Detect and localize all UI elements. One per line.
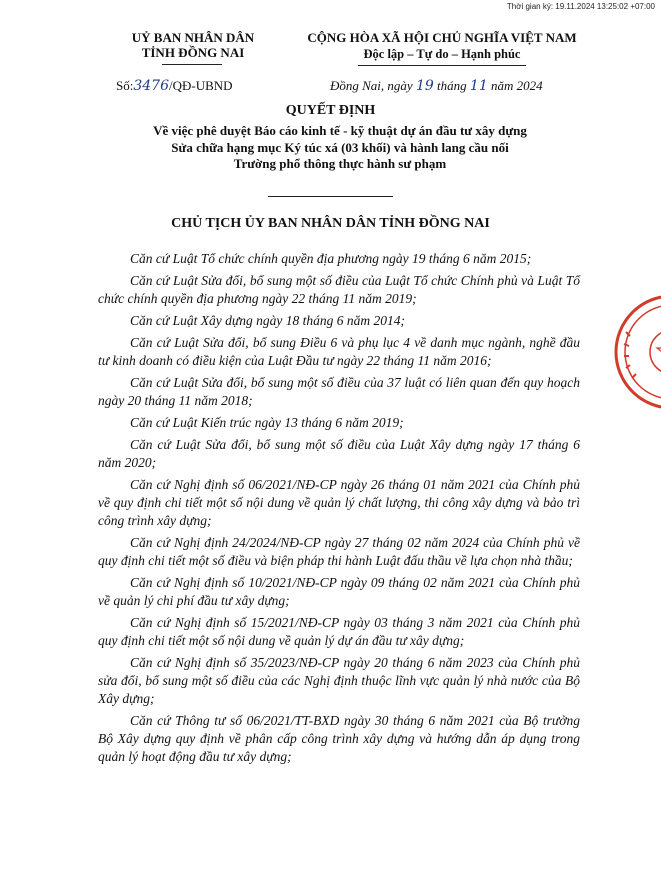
- doc-number-prefix: Số:: [116, 78, 134, 93]
- date-year: năm 2024: [487, 78, 543, 93]
- doc-number-suffix: /QĐ-UBND: [168, 78, 233, 93]
- legal-basis-item: Căn cứ Nghị định số 35/2023/NĐ-CP ngày 20 tháng 6 năm 2023 của Chính phủ sửa đổi, bổ sung một số điều của các Nghị định thuộc lĩnh vực quản lý nhà nước của Bộ Xây dựng;: [98, 655, 580, 706]
- legal-basis-item: Căn cứ Luật Sửa đổi, bổ sung một số điều của Luật Xây dựng ngày 17 tháng 6 năm 2020;: [98, 437, 580, 470]
- date-month-word: tháng: [433, 78, 470, 93]
- date-day-handwritten: 19: [415, 78, 434, 94]
- issue-date: [330, 78, 543, 94]
- legal-basis-item: Căn cứ Thông tư số 06/2021/TT-BXD ngày 30 tháng 6 năm 2021 của Bộ trưởng Bộ Xây dựng quy định về phân cấp công trình xây dựng và hướng dẫn áp dụng trong quản lý hoạt động đầu tư xây dựng;: [98, 713, 580, 764]
- subject-underline: [268, 196, 393, 197]
- digital-signature-timestamp: Thời gian ký: 19.11.2024 13:25:02 +07:00: [506, 2, 655, 11]
- legal-basis-item: Căn cứ Nghị định số 15/2021/NĐ-CP ngày 03 tháng 3 năm 2021 của Chính phủ quy định chi tiết một số nội dung về quản lý dự án đầu tư xây dựng;: [98, 615, 580, 648]
- legal-basis-list: [98, 250, 580, 770]
- nation-line-1: CỘNG HÒA XÃ HỘI CHỦ NGHĨA VIỆT NAM: [307, 30, 577, 45]
- nation-line-2: Độc lập – Tự do – Hạnh phúc: [363, 47, 521, 61]
- authority-heading: CHỦ TỊCH ỦY BAN NHÂN DÂN TỈNH ĐỒNG NAI: [171, 216, 490, 231]
- official-seal-icon: [612, 292, 661, 412]
- date-place: Đồng Nai, ngày: [330, 78, 416, 93]
- subject-line-2: Sửa chữa hạng mục Ký túc xá (03 khối) và hành lang cầu nối: [171, 139, 509, 155]
- legal-basis-item: Căn cứ Luật Sửa đổi, bổ sung một số điều của 37 luật có liên quan đến quy hoạch ngày 20 tháng 11 năm 2018;: [98, 375, 580, 408]
- legal-basis-item: Căn cứ Luật Sửa đổi, bổ sung Điều 6 và phụ lục 4 về danh mục ngành, nghề đầu tư kinh doanh có điều kiện của Luật Đầu tư ngày 22 tháng 11 năm 2016;: [98, 335, 580, 368]
- document-title: QUYẾT ĐỊNH: [285, 103, 376, 118]
- issuing-agency: [98, 30, 288, 60]
- document-subject: [60, 123, 620, 173]
- doc-number-handwritten: 3476: [133, 78, 169, 94]
- subject-line-3: Trường phổ thông thực hành sư phạm: [233, 156, 447, 171]
- agency-line-1: UỶ BAN NHÂN DÂN: [131, 30, 255, 45]
- national-motto: [292, 30, 592, 62]
- date-month-handwritten: 11: [469, 78, 488, 94]
- agency-underline: [162, 64, 222, 65]
- legal-basis-item: Căn cứ Nghị định số 10/2021/NĐ-CP ngày 09 tháng 02 năm 2021 của Chính phủ về quản lý chi phí đầu tư xây dựng;: [98, 575, 580, 608]
- legal-basis-item: Căn cứ Nghị định số 06/2021/NĐ-CP ngày 26 tháng 01 năm 2021 của Chính phủ về quy định chi tiết một số nội dung về quản lý chất lượng, thi công xây dựng và bảo trì công trình xây dựng;: [98, 477, 580, 528]
- legal-basis-item: Căn cứ Luật Tổ chức chính quyền địa phương ngày 19 tháng 6 năm 2015;: [130, 251, 532, 266]
- subject-line-1: Về việc phê duyệt Báo cáo kinh tế - kỹ thuật dự án đầu tư xây dựng: [153, 123, 527, 138]
- motto-underline: [358, 65, 526, 66]
- agency-line-2: TỈNH ĐỒNG NAI: [141, 45, 245, 60]
- document-number: [116, 78, 233, 94]
- legal-basis-item: Căn cứ Luật Kiến trúc ngày 13 tháng 6 năm 2019;: [130, 415, 404, 430]
- legal-basis-item: Căn cứ Nghị định 24/2024/NĐ-CP ngày 27 tháng 02 năm 2024 của Chính phủ về quy định chi tiết một số điều và biện pháp thi hành Luật đấu thầu về lựa chọn nhà thầu;: [98, 535, 580, 568]
- legal-basis-item: Căn cứ Luật Xây dựng ngày 18 tháng 6 năm 2014;: [130, 313, 405, 328]
- legal-basis-item: Căn cứ Luật Sửa đổi, bổ sung một số điều của Luật Tổ chức Chính phủ và Luật Tổ chức chính quyền địa phương ngày 22 tháng 11 năm 2019;: [98, 273, 580, 306]
